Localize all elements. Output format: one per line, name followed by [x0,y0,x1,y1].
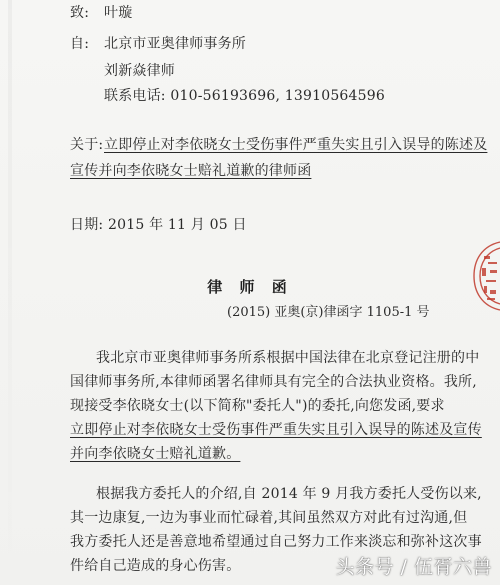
subject-label: 关于: [70,137,104,153]
letter-reference: (2015) 亚奥(京)律函字 1105-1 号 [227,305,430,320]
body-p1-line-3: 现接受李依晓女士(以下简称"委托人")的委托,向您发函,要求 [70,398,445,414]
body-p1-line-4: 立即停止对李依晓女士受伤事件严重失实且引入误导的陈述及宣传 [70,422,482,438]
from-label: 自: [70,36,90,52]
contact-phone: 联系电话: 010-56193696, 13910564596 [104,88,385,104]
red-seal-stamp [460,238,500,314]
subject-line-1: 立即停止对李依晓女士受伤事件严重失实且引入误导的陈述及 [104,137,488,153]
subject-line-2: 宣传并向李依晓女士赔礼道歉的律师函 [70,163,312,179]
body-p2-line-3: 我方委托人还是善意地希望通过自己努力工作来淡忘和弥补这次事 [70,534,482,550]
to-value: 叶璇 [104,5,133,21]
from-lawyer: 刘新焱律师 [104,63,175,79]
date-value: 2015 年 11 月 05 日 [108,217,247,233]
body-p1-line-5: 并向李依晓女士赔礼道歉。 [70,446,241,462]
to-label: 致: [70,5,90,21]
body-p1-line-2: 国律师事务所,本律师函署名律师具有完全的合法执业资格。我所, [70,374,477,390]
body-p2-line-2: 其一边康复,一边为事业而忙碌着,其间虽然双方对此有过沟通,但 [70,510,468,526]
letter-title: 律 师 函 [207,278,293,296]
body-p2-line-4: 件给自己造成的身心伤害。 [70,558,241,574]
body-p2-line-1: 根据我方委托人的介绍,自 2014 年 9 月我方委托人受伤以来, [96,486,482,502]
body-p1-line-1: 我北京市亚奥律师事务所系根据中国法律在北京登记注册的中 [96,350,480,366]
from-firm: 北京市亚奥律师事务所 [104,36,246,52]
source-watermark: 头条号 / 伍胥六兽 [335,556,492,578]
date-label: 日期: [70,217,104,233]
